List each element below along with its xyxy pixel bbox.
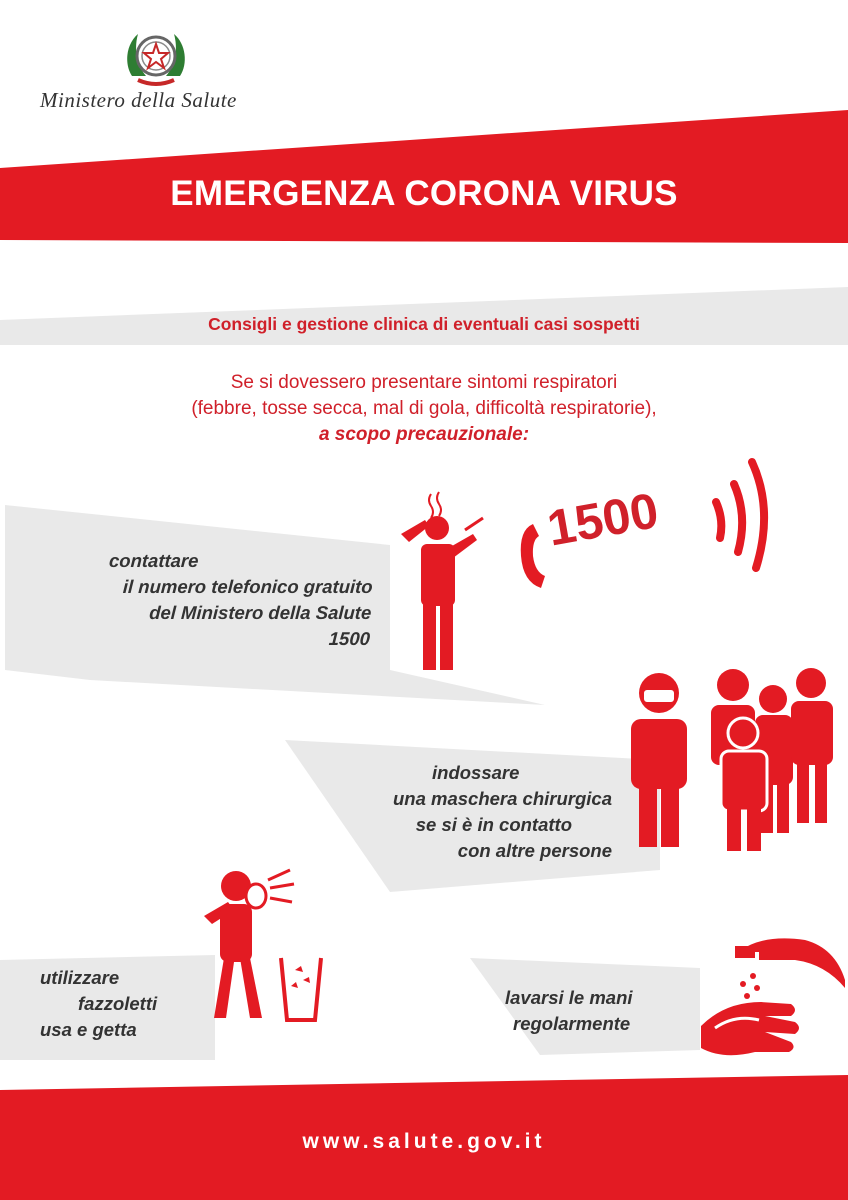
step-line: fazzoletti	[78, 993, 158, 1014]
step-line: una maschera chirurgica	[392, 788, 612, 809]
logo-text: Ministero della Salute	[40, 88, 237, 112]
step-line: lavarsi le mani	[505, 987, 633, 1008]
step-line: 1500	[328, 628, 371, 649]
page-subtitle: Consigli e gestione clinica di eventuali casi sospetti	[208, 314, 640, 334]
tissues-step-text	[40, 965, 200, 1043]
step-line: regolarmente	[513, 1013, 631, 1034]
call-step-text	[69, 548, 374, 652]
step-line: il numero telefonico gratuito	[122, 576, 374, 597]
page-title: EMERGENZA CORONA VIRUS	[170, 174, 678, 213]
step-line: se si è in contatto	[415, 814, 572, 835]
step-line: contattare	[108, 550, 200, 571]
intro-emphasis: a scopo precauzionale:	[318, 424, 530, 445]
phone-number: 1500	[543, 482, 663, 557]
footer-url[interactable]: www.salute.gov.it	[302, 1130, 546, 1153]
emblem-icon	[122, 26, 190, 92]
step-line: utilizzare	[40, 967, 120, 988]
masked-group-icon	[625, 665, 840, 855]
washing-hands-icon	[695, 930, 848, 1070]
coughing-person-icon	[395, 490, 495, 675]
intro-line: Se si dovessero presentare sintomi respiratori	[230, 372, 618, 393]
trash-bin-icon	[275, 950, 325, 1025]
mask-step-text	[340, 760, 612, 864]
step-line: indossare	[432, 762, 520, 783]
step-line: usa e getta	[40, 1019, 137, 1040]
signal-waves-icon	[708, 440, 788, 580]
step-line: con altre persone	[457, 840, 612, 861]
intro-line: (febbre, tosse secca, mal di gola, difficoltà respiratorie),	[191, 398, 657, 419]
intro-text	[0, 370, 848, 448]
wash-step-text	[505, 985, 685, 1037]
step-line: del Ministero della Salute	[148, 602, 372, 623]
